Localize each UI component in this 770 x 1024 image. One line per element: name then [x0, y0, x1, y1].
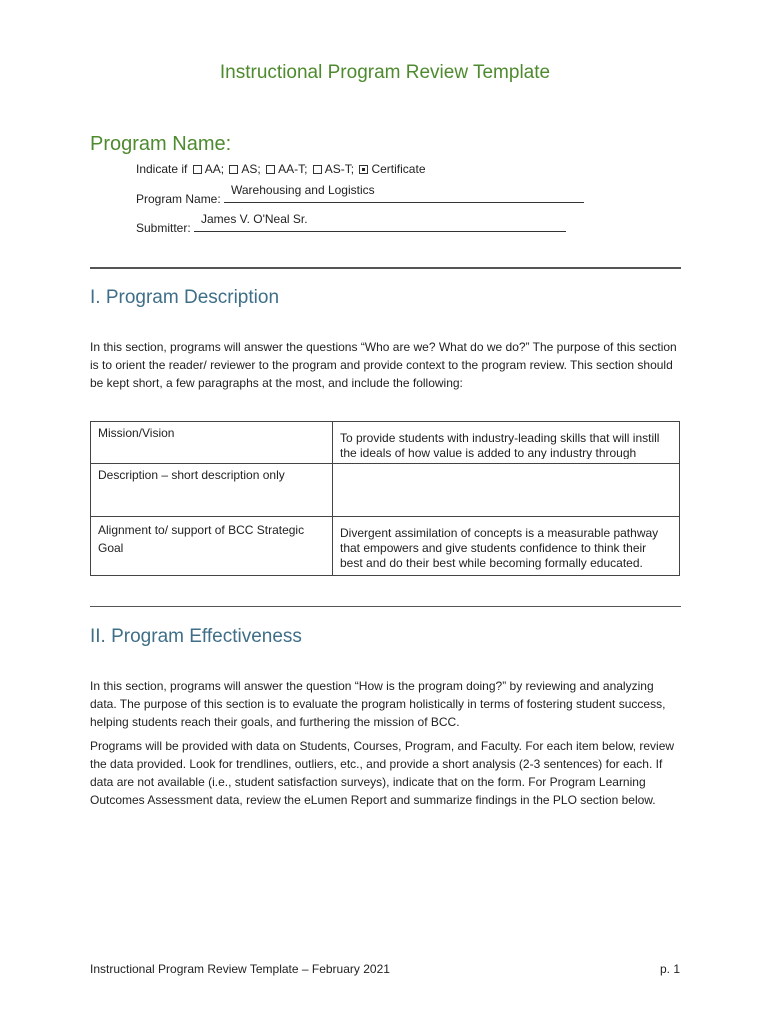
submitter-label: Submitter:	[136, 221, 191, 235]
section-1-heading: I. Program Description	[90, 287, 280, 308]
section-2-heading: II. Program Effectiveness	[90, 626, 302, 647]
checkbox-certificate[interactable]	[359, 165, 368, 174]
submitter-value[interactable]: James V. O'Neal Sr.	[201, 212, 308, 226]
option-aa-t-label: AA-T;	[278, 162, 308, 176]
option-certificate-label: Certificate	[371, 162, 426, 176]
program-name-heading: Program Name:	[90, 133, 232, 155]
checkbox-as-t[interactable]	[313, 165, 322, 174]
table-row	[91, 422, 680, 464]
program-description-table	[90, 421, 680, 576]
submitter-underline	[194, 220, 566, 232]
section-divider	[90, 267, 681, 269]
submitter-row	[136, 220, 566, 235]
footer-text: Instructional Program Review Template – February 2021	[90, 962, 390, 976]
program-type-line	[136, 162, 426, 176]
checkbox-aa[interactable]	[193, 165, 202, 174]
checkbox-as[interactable]	[229, 165, 238, 174]
alignment-value[interactable]: Divergent assimilation of concepts is a measurable pathway that empowers and give students confidence to think their best and do their best while becoming formally educated.	[333, 517, 680, 576]
mission-value-text: To provide students with industry-leading skills that will instill the ideals of how value is added to any industry through	[340, 431, 660, 459]
section-2-para-2: Programs will be provided with data on Students, Courses, Program, and Faculty. For each item below, review the data provided. Look for trendlines, outliers, etc., and provide a short analysis (2-3 sentences) for each. If data are not available (i.e., student satisfaction surveys), indicate that on the form. For Program Learning Outcomes Assessment data, review the eLumen Report and summarize findings in the PLO section below.	[90, 739, 675, 807]
program-name-label: Program Name:	[136, 192, 221, 206]
section-1-intro: In this section, programs will answer the questions “Who are we? What do we do?” The purpose of this section is to orient the reader/ reviewer to the program and provide context to the program review. This section should be kept short, a few paragraphs at the most, and include the following:	[90, 340, 677, 390]
document-title: Instructional Program Review Template	[219, 62, 551, 83]
section-divider	[90, 606, 681, 607]
option-as-t-label: AS-T;	[324, 162, 355, 176]
program-name-row	[136, 191, 584, 206]
mission-label: Mission/Vision	[91, 422, 333, 464]
option-aa-label: AA;	[204, 162, 225, 176]
table-row	[91, 464, 680, 517]
table-row	[91, 517, 680, 576]
program-name-value[interactable]: Warehousing and Logistics	[231, 183, 375, 197]
alignment-label: Alignment to/ support of BCC Strategic Goal	[91, 517, 333, 576]
program-name-underline	[224, 191, 584, 203]
option-as-label: AS;	[241, 162, 261, 176]
description-label: Description – short description only	[91, 464, 333, 517]
page-number: p. 1	[659, 962, 680, 976]
mission-value[interactable]	[333, 422, 680, 464]
checkbox-aa-t[interactable]	[266, 165, 275, 174]
description-value[interactable]	[333, 464, 680, 517]
section-2-para-1: In this section, programs will answer the question “How is the program doing?” by reviewing and analyzing data. The purpose of this section is to evaluate the program holistically in terms of fostering student success, helping students reach their goals, and furthering the mission of BCC.	[90, 679, 666, 729]
indicate-prefix: Indicate if	[136, 162, 188, 176]
